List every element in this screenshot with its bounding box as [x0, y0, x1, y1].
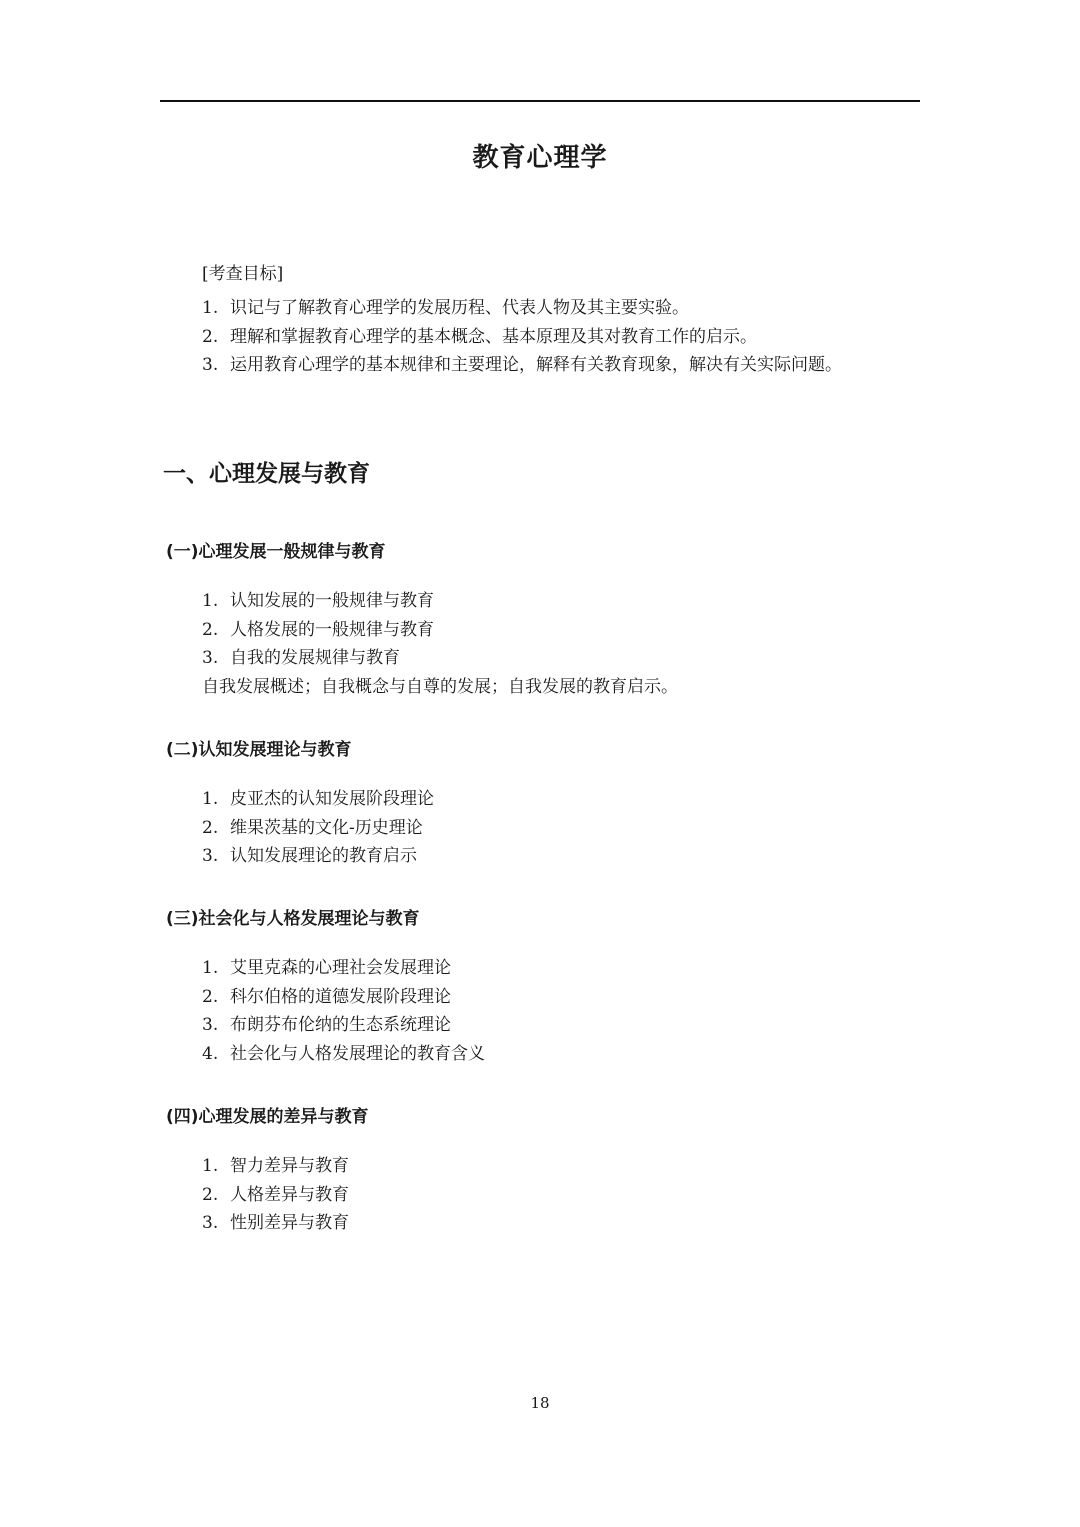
section-items [202, 785, 926, 871]
section-general-rules [166, 539, 926, 701]
list-item [202, 785, 926, 814]
item-text: 科尔伯格的道德发展阶段理论 [230, 986, 451, 1007]
list-item [202, 616, 926, 645]
item-text: 艾里克森的心理社会发展理论 [230, 958, 451, 978]
section-individual-differences [166, 1104, 926, 1238]
list-item [202, 842, 926, 871]
list-item [202, 1011, 926, 1040]
section-title: (二)认知发展理论与教育 [166, 740, 352, 760]
item-text: 智力差异与教育 [230, 1156, 349, 1176]
list-item [202, 1209, 926, 1238]
page-number: 18 [530, 1394, 550, 1412]
item-number: 2. [202, 1184, 219, 1205]
list-item [202, 1152, 926, 1181]
item-text: 自我的发展规律与教育 [230, 648, 400, 668]
item-number: 2. [202, 986, 219, 1007]
list-item [202, 1181, 926, 1210]
item-text: 认知发展的一般规律与教育 [230, 591, 434, 611]
item-text: 性别差异与教育 [230, 1213, 349, 1233]
list-item [202, 983, 926, 1012]
objectives-heading: [考查目标] [202, 264, 284, 284]
objective-item [202, 351, 932, 380]
item-number: 1. [202, 591, 219, 611]
item-number: 3. [202, 846, 219, 866]
objective-number: 2. [202, 326, 219, 347]
list-item [202, 587, 926, 616]
section-items [202, 954, 926, 1068]
item-number: 4. [202, 1043, 219, 1064]
objective-text: 理解和掌握教育心理学的基本概念、基本原理及其对教育工作的启示。 [230, 326, 757, 347]
item-number: 3. [202, 1213, 219, 1233]
section-title: (一)心理发展一般规律与教育 [166, 542, 386, 562]
objective-number: 3. [202, 355, 219, 375]
item-number: 1. [202, 958, 219, 978]
section-note: 自我发展概述；自我概念与自尊的发展；自我发展的教育启示。 [202, 676, 678, 697]
item-text: 布朗芬布伦纳的生态系统理论 [230, 1015, 451, 1035]
item-number: 2. [202, 817, 219, 838]
list-item [202, 954, 926, 983]
objective-text: 运用教育心理学的基本规律和主要理论，解释有关教育现象，解决有关实际问题。 [230, 355, 842, 375]
item-number: 3. [202, 648, 219, 668]
objective-text: 识记与了解教育心理学的发展历程、代表人物及其主要实验。 [230, 298, 689, 318]
item-text: 认知发展理论的教育启示 [230, 846, 417, 866]
item-text: 维果茨基的文化-历史理论 [230, 817, 423, 838]
list-item [202, 1040, 926, 1069]
header-rule [160, 100, 920, 102]
objective-item [202, 294, 932, 323]
item-text: 人格差异与教育 [230, 1184, 349, 1205]
list-item [202, 814, 926, 843]
item-text: 社会化与人格发展理论的教育含义 [230, 1043, 485, 1064]
section-socialization-theory [166, 906, 926, 1068]
chapter-title: 一、心理发展与教育 [163, 461, 370, 487]
section-title: (三)社会化与人格发展理论与教育 [166, 909, 420, 929]
item-number: 1. [202, 1156, 219, 1176]
item-number: 1. [202, 789, 219, 809]
objective-item [202, 323, 932, 352]
list-item [202, 644, 926, 673]
item-number: 3. [202, 1015, 219, 1035]
section-items [202, 587, 926, 673]
item-text: 皮亚杰的认知发展阶段理论 [230, 789, 434, 809]
section-cognitive-theory [166, 737, 926, 871]
section-items [202, 1152, 926, 1238]
objectives-block [202, 260, 932, 380]
section-title: (四)心理发展的差异与教育 [166, 1107, 369, 1127]
item-text: 人格发展的一般规律与教育 [230, 619, 434, 640]
objective-number: 1. [202, 298, 219, 318]
item-number: 2. [202, 619, 219, 640]
document-title: 教育心理学 [472, 143, 608, 173]
